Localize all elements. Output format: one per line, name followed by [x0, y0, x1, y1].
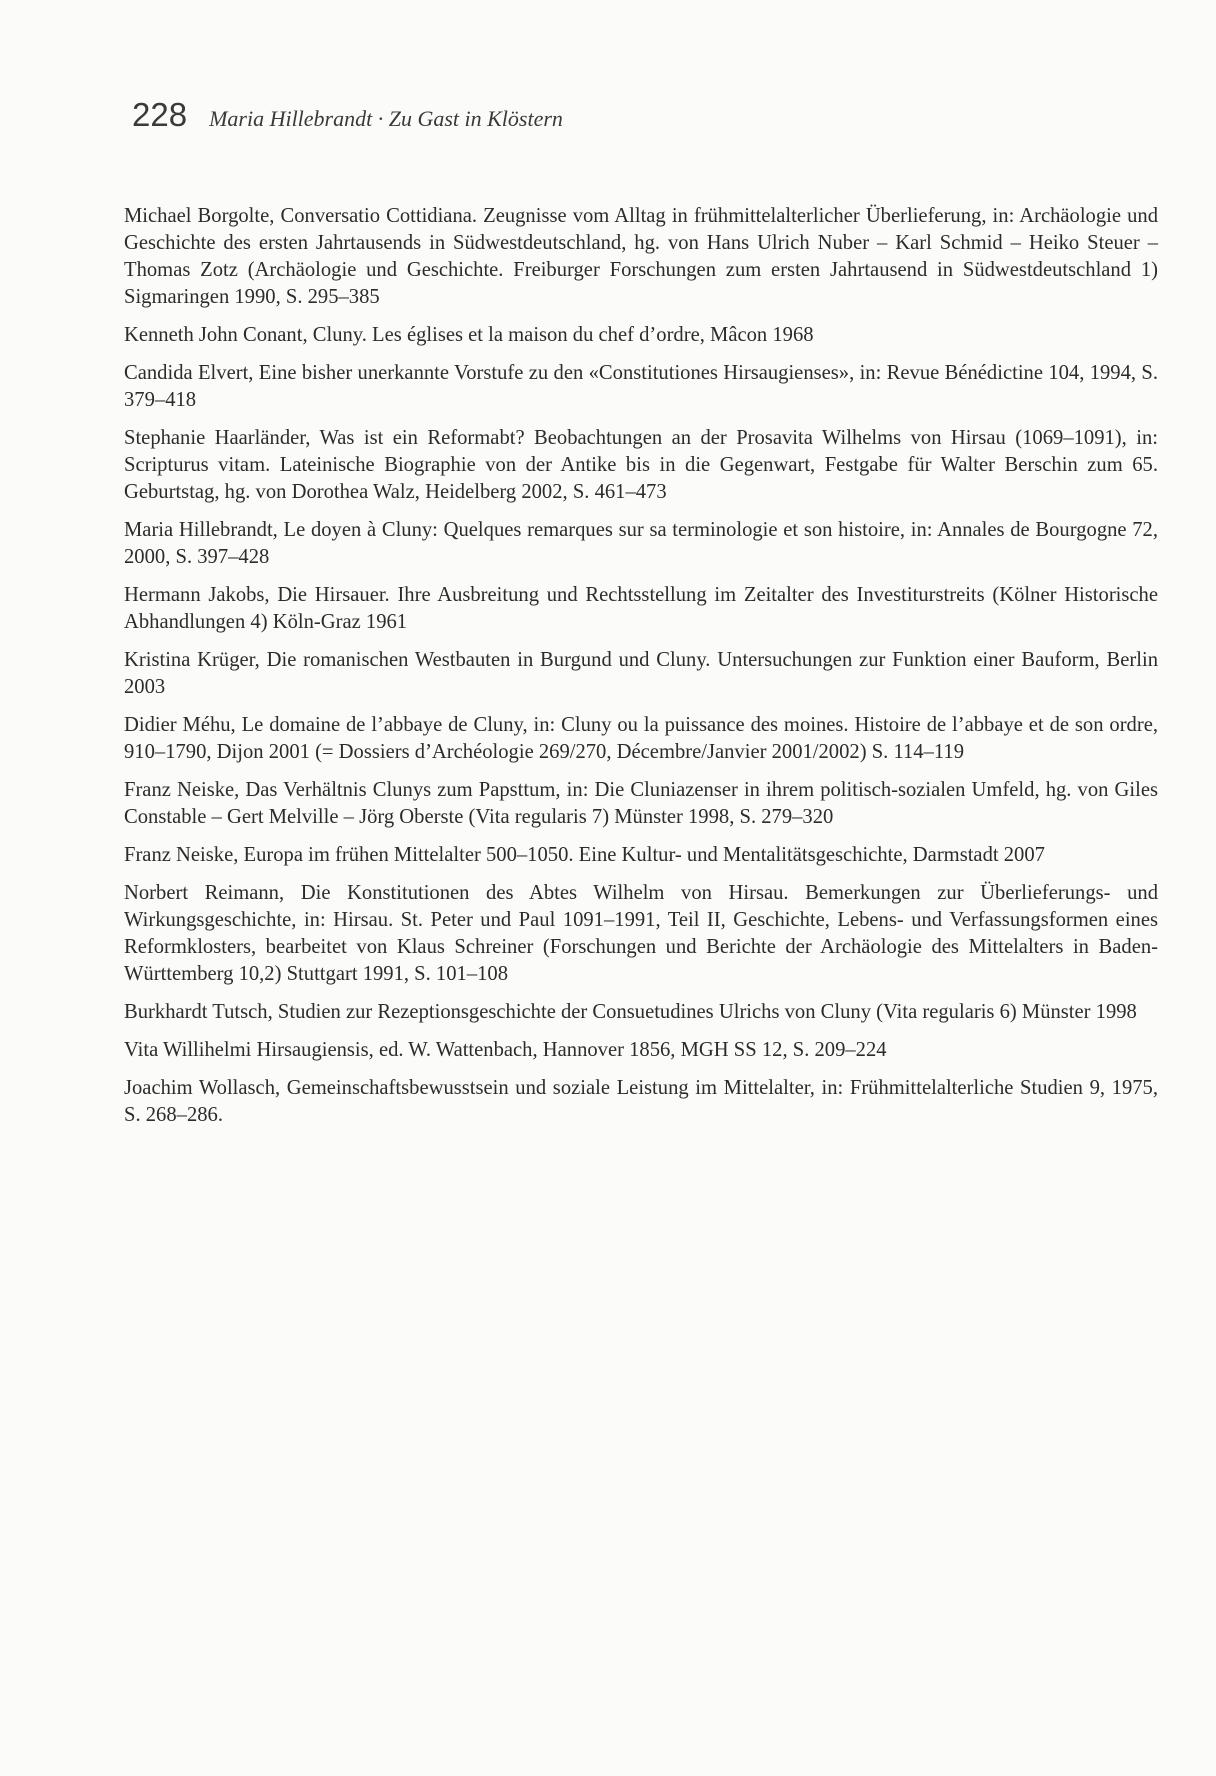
bibliography-entry: Hermann Jakobs, Die Hirsauer. Ihre Ausbreitung und Rechtsstellung im Zeitalter des Investiturstreits (Kölner Historische Abhandlungen 4) Köln-Graz 1961	[124, 584, 1158, 633]
page-header	[132, 96, 563, 136]
bibliography-list	[124, 203, 1158, 1140]
bibliography-entry: Joachim Wollasch, Gemeinschaftsbewusstsein und soziale Leistung im Mittelalter, in: Frühmittelalterliche Studien 9, 1975, S. 268–286.	[124, 1077, 1158, 1126]
bibliography-entry: Michael Borgolte, Conversatio Cottidiana. Zeugnisse vom Alltag in frühmittelalterlicher Überlieferung, in: Archäologie und Geschichte des ersten Jahrtausends in Südwestdeutschland, hg. von Hans Ulrich Nuber – Karl Schmid – Heiko Steuer – Thomas Zotz (Archäologie und Geschichte. Freiburger Forschungen zum ersten Jahrtausend in Südwestdeutschland 1) Sigmaringen 1990, S. 295–385	[124, 205, 1158, 308]
bibliography-entry: Kenneth John Conant, Cluny. Les églises et la maison du chef d’ordre, Mâcon 1968	[124, 324, 814, 346]
bibliography-entry: Didier Méhu, Le domaine de l’abbaye de Cluny, in: Cluny ou la puissance des moines. Histoire de l’abbaye et de son ordre, 910–1790, Dijon 2001 (= Dossiers d’Archéologie 269/270, Décembre/Janvier 2001/2002) S. 114–119	[124, 714, 1158, 763]
running-head: Maria Hillebrandt · Zu Gast in Klöstern	[209, 106, 563, 131]
bibliography-entry: Kristina Krüger, Die romanischen Westbauten in Burgund und Cluny. Untersuchungen zur Funktion einer Bauform, Berlin 2003	[124, 649, 1158, 698]
bibliography-entry: Candida Elvert, Eine bisher unerkannte Vorstufe zu den «Constitutiones Hirsaugienses», in: Revue Bénédictine 104, 1994, S. 379–418	[124, 362, 1158, 411]
page-number: 228	[132, 96, 188, 133]
bibliography-entry: Franz Neiske, Europa im frühen Mittelalter 500–1050. Eine Kultur- und Mentalitätsgeschichte, Darmstadt 2007	[124, 844, 1045, 866]
bibliography-entry: Stephanie Haarländer, Was ist ein Reformabt? Beobachtungen an der Prosavita Wilhelms von Hirsau (1069–1091), in: Scripturus vitam. Lateinische Biographie von der Antike bis in die Gegenwart, Festgabe für Walter Berschin zum 65. Geburtstag, hg. von Dorothea Walz, Heidelberg 2002, S. 461–473	[124, 427, 1158, 503]
bibliography-entry: Franz Neiske, Das Verhältnis Clunys zum Papsttum, in: Die Cluniazenser in ihrem politisch-sozialen Umfeld, hg. von Giles Constable – Gert Melville – Jörg Oberste (Vita regularis 7) Münster 1998, S. 279–320	[124, 779, 1158, 828]
bibliography-entry: Vita Willihelmi Hirsaugiensis, ed. W. Wattenbach, Hannover 1856, MGH SS 12, S. 209–224	[124, 1039, 887, 1061]
bibliography-entry: Norbert Reimann, Die Konstitutionen des Abtes Wilhelm von Hirsau. Bemerkungen zur Überlieferungs- und Wirkungsgeschichte, in: Hirsau. St. Peter und Paul 1091–1991, Teil II, Geschichte, Lebens- und Verfassungsformen eines Reformklosters, bearbeitet von Klaus Schreiner (Forschungen und Berichte der Archäologie des Mittelalters in Baden-Württemberg 10,2) Stuttgart 1991, S. 101–108	[124, 882, 1158, 985]
bibliography-entry: Maria Hillebrandt, Le doyen à Cluny: Quelques remarques sur sa terminologie et son histoire, in: Annales de Bourgogne 72, 2000, S. 397–428	[124, 519, 1158, 568]
bibliography-entry: Burkhardt Tutsch, Studien zur Rezeptionsgeschichte der Consuetudines Ulrichs von Cluny (Vita regularis 6) Münster 1998	[124, 1001, 1137, 1023]
